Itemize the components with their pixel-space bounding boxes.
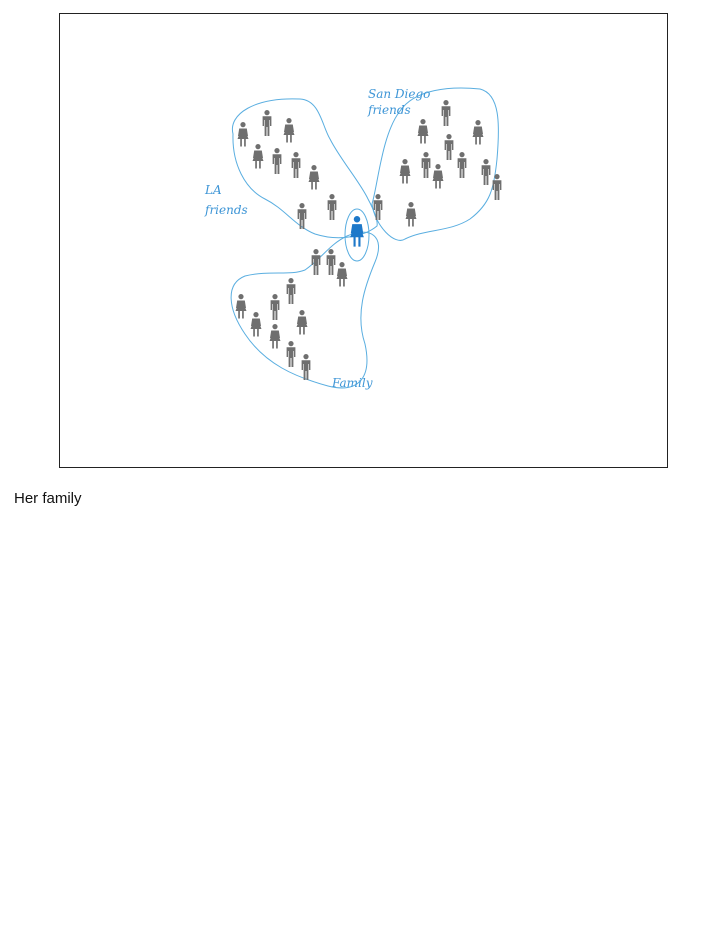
person-family-23 xyxy=(327,249,336,275)
person-san-diego-16 xyxy=(433,164,444,189)
person-san-diego-11 xyxy=(418,119,429,144)
person-family-30 xyxy=(270,324,281,349)
person-san-diego-10 xyxy=(442,100,451,126)
person-family-31 xyxy=(287,341,296,367)
person-la-5 xyxy=(273,148,282,174)
slide-frame xyxy=(59,13,668,468)
person-san-diego-18 xyxy=(482,159,491,185)
person-family-26 xyxy=(236,294,247,319)
person-la-8 xyxy=(298,203,307,229)
san-diego-label-line1: San Diego xyxy=(368,87,431,101)
person-san-diego-20 xyxy=(406,202,417,227)
person-family-28 xyxy=(271,294,280,320)
person-la-4 xyxy=(253,144,264,169)
social-groups-diagram xyxy=(60,14,667,467)
group-outlines xyxy=(231,88,498,388)
la-label-line1: LA xyxy=(205,183,222,197)
person-la-2 xyxy=(263,110,272,136)
la-label-line2: friends xyxy=(205,203,248,217)
person-family-32 xyxy=(302,354,311,380)
person-san-diego-12 xyxy=(473,120,484,145)
person-family-25 xyxy=(287,278,296,304)
person-la-9 xyxy=(328,194,337,220)
person-family-24 xyxy=(337,262,348,287)
person-san-diego-17 xyxy=(458,152,467,178)
person-la-7 xyxy=(309,165,320,190)
san-diego-label-line2: friends xyxy=(368,103,411,117)
person-san-diego-15 xyxy=(422,152,431,178)
person-la-1 xyxy=(238,122,249,147)
person-la-3 xyxy=(284,118,295,143)
group-labels xyxy=(204,87,430,390)
person-san-diego-14 xyxy=(400,159,411,184)
focus-person-icon xyxy=(350,216,364,247)
person-san-diego-13 xyxy=(445,134,454,160)
person-family-22 xyxy=(312,249,321,275)
family-label: Family xyxy=(332,376,373,390)
person-family-27 xyxy=(251,312,262,337)
focus-person xyxy=(350,216,364,247)
person-la-6 xyxy=(292,152,301,178)
slide-caption: Her family xyxy=(14,490,82,507)
person-family-29 xyxy=(297,310,308,335)
